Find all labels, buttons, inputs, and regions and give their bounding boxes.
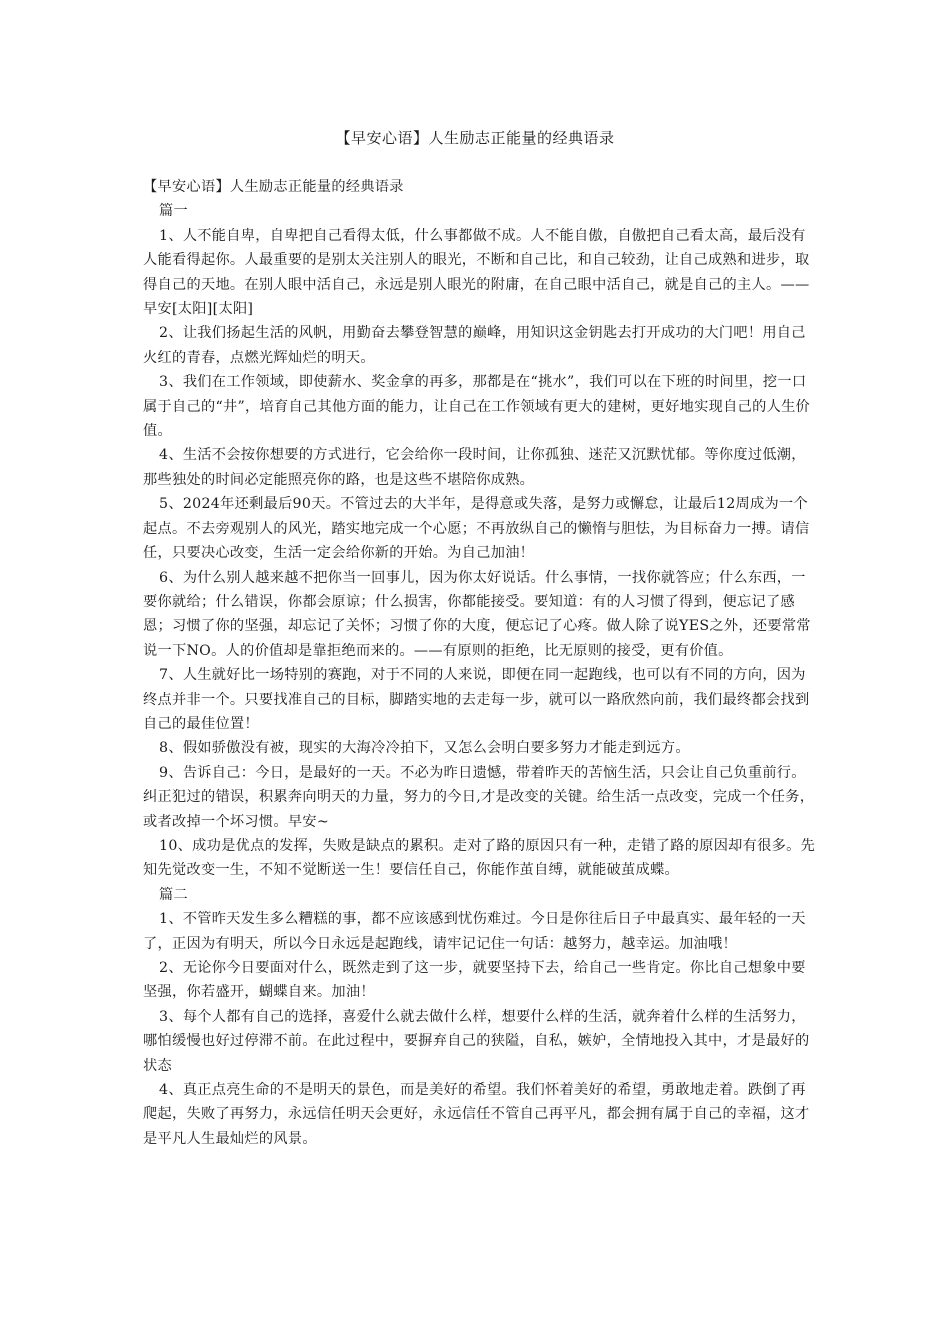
paragraph: 4、真正点亮生命的不是明天的景色，而是美好的希望。我们怀着美好的希望，勇敢地走着。跌倒了再爬起，失败了再努力，永远信任明天会更好，永远信任不管自己再平凡，都会拥有属于自己的幸福，这才是平凡人生最灿烂的风景。 [143,1082,810,1147]
document-title: 【早安心语】人生励志正能量的经典语录 [335,129,615,147]
document-body [143,175,818,1151]
paragraph: 8、假如骄傲没有被，现实的大海冷冷拍下，又怎么会明白要多努力才能走到远方。 [159,740,690,757]
paragraph: 1、人不能自卑，自卑把自己看得太低，什么事都做不成。人不能自傲，自傲把自己看太高，最后没有人能看得起你。人最重要的是别太关注别人的眼光，不断和自己比，和自己较劲，让自己成熟和进步，取得自己的天地。在别人眼中活自己，永远是别人眼光的附庸，在自己眼中活自己，就是自己的主人。——早安[太阳][太阳] [143,227,810,318]
paragraph: 3、我们在工作领域，即使薪水、奖金拿的再多，那都是在“挑水”，我们可以在下班的时间里，挖一口属于自己的“井”，培育自己其他方面的能力，让自己在工作领域有更大的建树，更好地实现自己的人生价值。 [143,374,811,440]
section-heading-1: 篇一 [159,203,188,220]
document-subtitle: 【早安心语】人生励志正能量的经典语录 [143,179,404,195]
paragraph: 5、2024年还剩最后90天。不管过去的大半年，是得意或失落，是努力或懈怠，让最后12周成为一个起点。不去旁观别人的风光，踏实地完成一个心愿；不再放纵自己的懒惰与胆怯，为目标奋力一搏。请信任，只要决心改变，生活一定会给你新的开始。为自己加油！ [143,496,810,562]
section-heading-2: 篇二 [159,886,188,903]
paragraph: 1、不管昨天发生多么糟糕的事，都不应该感到忧伤难过。今日是你往后日子中最真实、最年轻的一天了，正因为有明天，所以今日永远是起跑线，请牢记记住一句话：越努力，越幸运。加油哦！ [143,911,806,952]
paragraph: 2、让我们扬起生活的风帆，用勤奋去攀登智慧的巅峰，用知识这金钥匙去打开成功的大门吧！用自己火红的青春，点燃光辉灿烂的明天。 [143,325,806,366]
paragraph: 10、成功是优点的发挥，失败是缺点的累积。走对了路的原因只有一种，走错了路的原因却有很多。先知先觉改变一生，不知不觉断送一生！要信任自己，你能作茧自缚，就能破茧成蝶。 [143,837,816,879]
paragraph: 4、生活不会按你想要的方式进行，它会给你一段时间，让你孤独、迷茫又沉默忧郁。等你度过低潮，那些独处的时间必定能照亮你的路，也是这些不堪陪你成熟。 [143,447,806,488]
paragraph: 2、无论你今日要面对什么，既然走到了这一步，就要坚持下去，给自己一些肯定。你比自己想象中要坚强，你若盛开，蝴蝶自来。加油！ [143,960,806,1001]
paragraph: 9、告诉自己：今日，是最好的一天。不必为昨日遗憾，带着昨天的苦恼生活，只会让自己负重前行。纠正犯过的错误，积累奔向明天的力量，努力的今日,才是改变的关键。给生活一点改变，完成一个任务，或者改掉一个坏习惯。早安~ [143,764,815,830]
paragraph: 3、每个人都有自己的选择，喜爱什么就去做什么样，想要什么样的生活，就奔着什么样的生活努力，哪怕缓慢也好过停滞不前。在此过程中，要摒弃自己的狭隘，自私，嫉妒，全情地投入其中，才是最好的状态 [143,1008,810,1074]
paragraph: 7、人生就好比一场特别的赛跑，对于不同的人来说，即便在同一起跑线，也可以有不同的方向，因为终点并非一个。只要找准自己的目标，脚踏实地的去走每一步，就可以一路欣然向前，我们最终都会找到自己的最佳位置！ [143,667,810,732]
paragraph: 6、为什么别人越来越不把你当一回事儿，因为你太好说话。什么事情，一找你就答应；什么东西，一要你就给；什么错误，你都会原谅；什么损害，你都能接受。要知道：有的人习惯了得到，便忘记了感恩；习惯了你的坚强，却忘记了关怀；习惯了你的大度，便忘记了心疼。做人除了说YES之外，还要常常说一下NO。人的价值却是靠拒绝而来的。——有原则的拒绝，比无原则的接受，更有价值。 [143,569,811,659]
